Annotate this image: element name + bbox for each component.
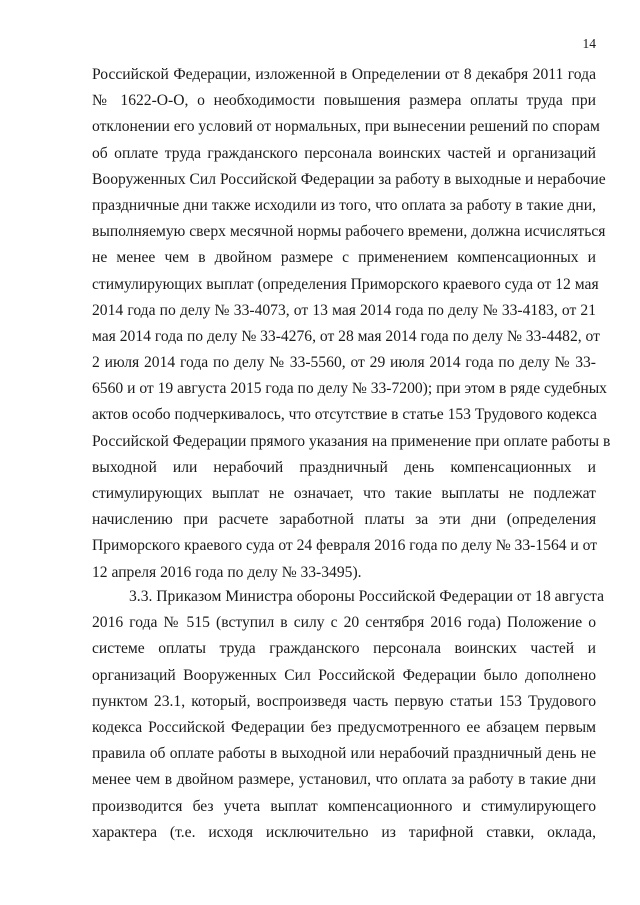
text-line: организаций Вооруженных Сил Российской Федерации было дополнено — [92, 666, 596, 684]
text-line: выполняемую сверх месячной нормы рабочего времени, должна исчисляться — [92, 223, 606, 241]
text-line: Вооруженных Сил Российской Федерации за работу в выходные и нерабочие — [92, 170, 606, 188]
text-line: системе оплаты труда гражданского персонала воинских частей и — [92, 640, 596, 658]
text-line: 6560 и от 19 августа 2015 года по делу № 33-7200); при этом в ряде судебных — [92, 380, 607, 398]
text-line: правила об оплате работы в выходной или нерабочий праздничный день не — [92, 745, 596, 763]
text-line: стимулирующих выплат (определения Приморского краевого суда от 12 мая — [92, 275, 599, 293]
paragraph-2 — [92, 584, 604, 846]
text-line: 12 апреля 2016 года по делу № 33-3495). — [92, 563, 362, 581]
text-line: пунктом 23.1, который, воспроизведя часть первую статьи 153 Трудового — [92, 692, 596, 710]
text-line: отклонении его условий от нормальных, при вынесении решений по спорам — [92, 118, 600, 136]
text-line: кодекса Российской Федерации без предусмотренного ее абзацем первым — [92, 718, 596, 736]
page-number: 14 — [582, 36, 596, 51]
text-line: Приморского краевого суда от 24 февраля 2016 года по делу № 33-1564 и от — [92, 537, 598, 555]
text-line: 2016 года № 515 (вступил в силу с 20 сентября 2016 года) Положение о — [92, 614, 596, 632]
text-line: выходной или нерабочий праздничный день компенсационных и — [92, 458, 596, 476]
text-line: 3.3. Приказом Министра обороны Российской Федерации от 18 августа — [129, 588, 604, 605]
text-line: не менее чем в двойном размере с применением компенсационных и — [92, 249, 596, 267]
text-line: № 1622-О-О, о необходимости повышения размера оплаты труда при — [92, 92, 596, 110]
text-line: мая 2014 года по делу № 33-4276, от 28 мая 2014 года по делу № 33-4482, от — [92, 327, 600, 345]
text-line: характера (т.е. исходя исключительно из тарифной ставки, оклада, — [92, 823, 596, 841]
text-line: 2 июля 2014 года по делу № 33-5560, от 29 июля 2014 года по делу № 33- — [92, 354, 596, 372]
text-line: менее чем в двойном размере, установил, что оплата за работу в такие дни — [92, 771, 596, 789]
text-line: об оплате труда гражданского персонала воинских частей и организаций — [92, 144, 596, 162]
text-line: Российской Федерации, изложенной в Определении от 8 декабря 2011 года — [92, 66, 596, 83]
paragraph-1 — [92, 62, 611, 586]
text-line: стимулирующих выплат не означает, что такие выплаты не подлежат — [92, 485, 596, 502]
text-line: производится без учета выплат компенсационного и стимулирующего — [92, 797, 596, 815]
text-line: 2014 года по делу № 33-4073, от 13 мая 2014 года по делу № 33-4183, от 21 — [92, 301, 596, 319]
text-line: праздничные дни также исходили из того, что оплата за работу в такие дни, — [92, 196, 596, 214]
text-line: начислению при расчете заработной платы за эти дни (определения — [92, 511, 596, 529]
text-line: актов особо подчеркивалось, что отсутствие в статье 153 Трудового кодекса — [92, 406, 597, 424]
text-line: Российской Федерации прямого указания на применение при оплате работы в — [92, 432, 611, 450]
